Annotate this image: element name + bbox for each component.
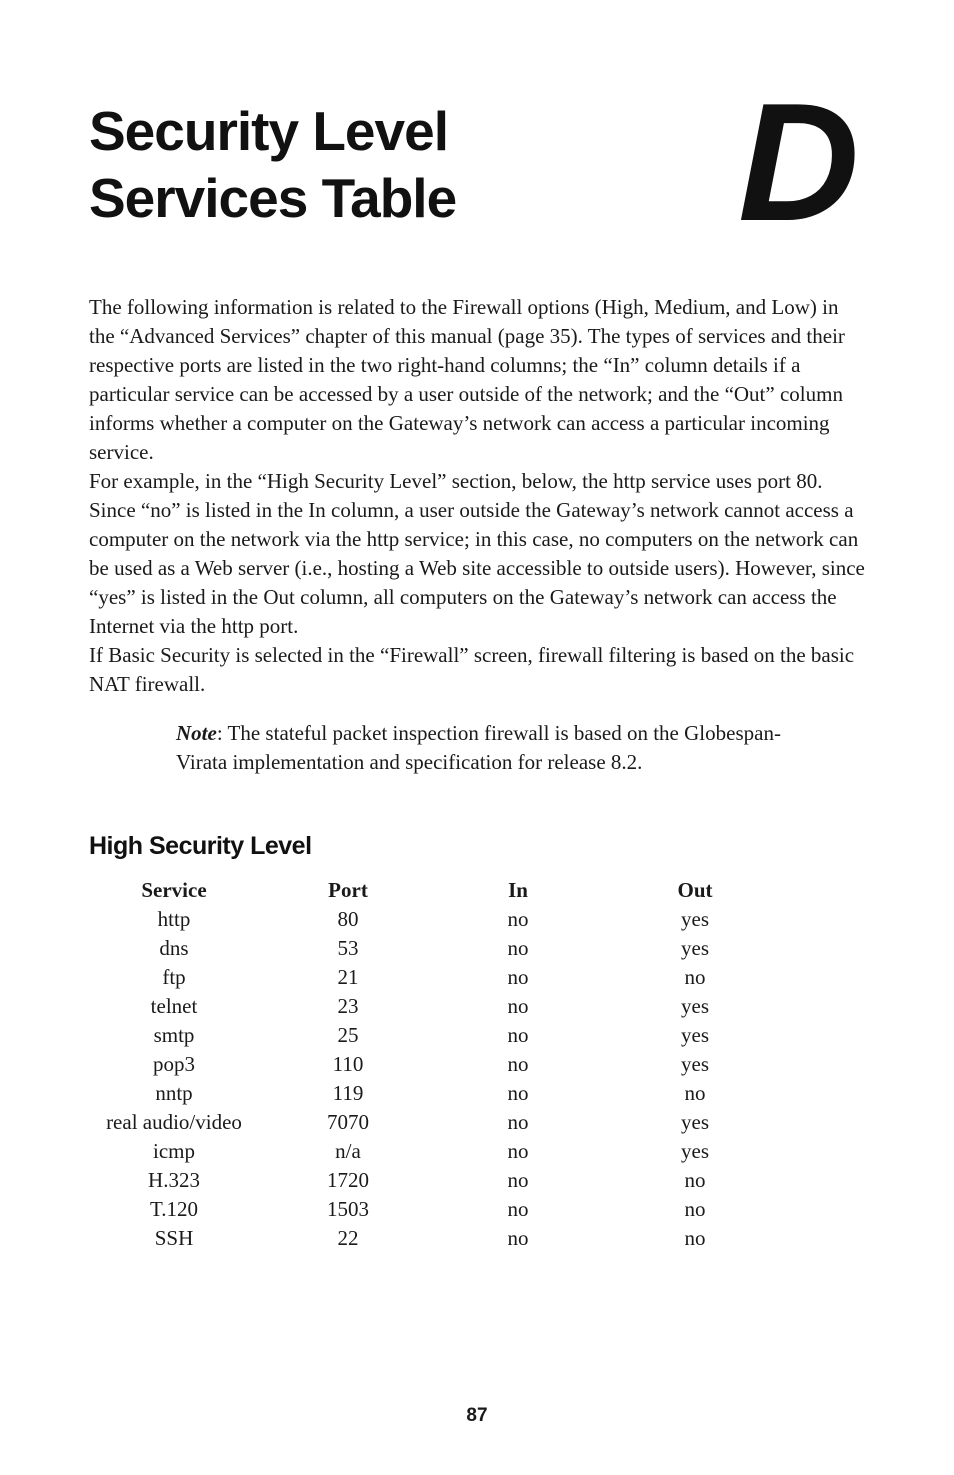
service-cell: telnet [150,994,198,1018]
in-cell: no [507,936,529,960]
service-cell: smtp [153,1023,195,1047]
table-row [89,1195,791,1224]
table-row [89,1079,791,1108]
services-table [89,876,791,1253]
out-cell: no [684,965,706,989]
in-cell: no [507,1110,529,1134]
column-header-port: Port [328,878,368,902]
out-cell: yes [681,1023,709,1047]
page-title-line-1: Security Level [89,100,448,162]
in-cell: no [507,1197,529,1221]
out-cell: no [684,1226,706,1250]
service-cell: T.120 [149,1197,199,1221]
table-row [89,1166,791,1195]
out-cell: yes [681,936,709,960]
out-cell: no [684,1197,706,1221]
table-row [89,905,791,934]
out-cell: yes [681,1110,709,1134]
port-cell: 119 [332,1081,364,1105]
table-row [89,1050,791,1079]
service-cell: nntp [155,1081,193,1105]
in-cell: no [507,1023,529,1047]
in-cell: no [507,1226,529,1250]
in-cell: no [507,907,529,931]
chapter-letter: D [738,68,860,256]
port-cell: 25 [337,1023,359,1047]
table-row [89,1224,791,1253]
table-row [89,963,791,992]
port-cell: 7070 [327,1110,369,1134]
table-row [89,1137,791,1166]
body-text [89,293,869,699]
out-cell: yes [681,994,709,1018]
service-cell: ftp [162,965,186,989]
table-row [89,1108,791,1137]
out-cell: yes [681,1052,709,1076]
column-header-service: Service [141,878,207,902]
note-text: : The stateful packet inspection firewall is based on the Globespan-Virata implementation and specification for release 8.2. [176,721,781,774]
out-cell: no [684,1168,706,1192]
table-row [89,934,791,963]
in-cell: no [507,1081,529,1105]
service-cell: dns [159,936,189,960]
service-cell: http [157,907,191,931]
port-cell: 53 [337,936,359,960]
service-cell: SSH [154,1226,194,1250]
section-heading: High Security Level [89,832,312,860]
page-number: 87 [466,1405,488,1426]
service-cell: icmp [153,1139,195,1163]
intro-paragraph: The following information is related to the Firewall options (High, Medium, and Low) in the “Advanced Services” chapter of this manual (page 35). The types of services and their respective ports are listed in the two right-hand columns; the “In” column details if a particular service can be accessed by a user outside of the network; and the “Out” column informs whether a computer on the Gateway’s network can access a particular incoming service. [89,295,845,464]
in-cell: no [507,1052,529,1076]
basic-security-paragraph: If Basic Security is selected in the “Firewall” screen, firewall filtering is based on the basic NAT firewall. [89,643,855,696]
in-cell: no [507,1139,529,1163]
port-cell: 1720 [327,1168,369,1192]
example-paragraph: For example, in the “High Security Level” section, below, the http service uses port 80. Since “no” is listed in the In column, a user outside the Gateway’s network cannot access a computer on the network via the http service; in this case, no computers on the network can be used as a Web server (i.e., hosting a Web site accessible to outside users). However, since “yes” is listed in the Out column, all computers on the Gateway’s network can access the Internet via the http port. [89,469,865,638]
port-cell: 80 [337,907,359,931]
port-cell: 23 [337,994,359,1018]
note-label: Note [176,721,217,745]
port-cell: n/a [335,1139,361,1163]
out-cell: yes [681,907,709,931]
out-cell: yes [681,1139,709,1163]
port-cell: 110 [332,1052,364,1076]
in-cell: no [507,994,529,1018]
table-row [89,992,791,1021]
in-cell: no [507,1168,529,1192]
port-cell: 22 [337,1226,359,1250]
note [176,719,816,777]
column-header-out: Out [677,878,713,902]
page-title-line-2: Services Table [89,167,457,229]
service-cell: H.323 [148,1168,200,1192]
column-header-in: In [508,878,528,902]
table-header-row [89,876,791,905]
page-title [89,98,456,232]
service-cell: pop3 [153,1052,195,1076]
service-cell: real audio/video [106,1110,242,1134]
table-row [89,1021,791,1050]
in-cell: no [507,965,529,989]
port-cell: 1503 [327,1197,369,1221]
port-cell: 21 [337,965,359,989]
out-cell: no [684,1081,706,1105]
